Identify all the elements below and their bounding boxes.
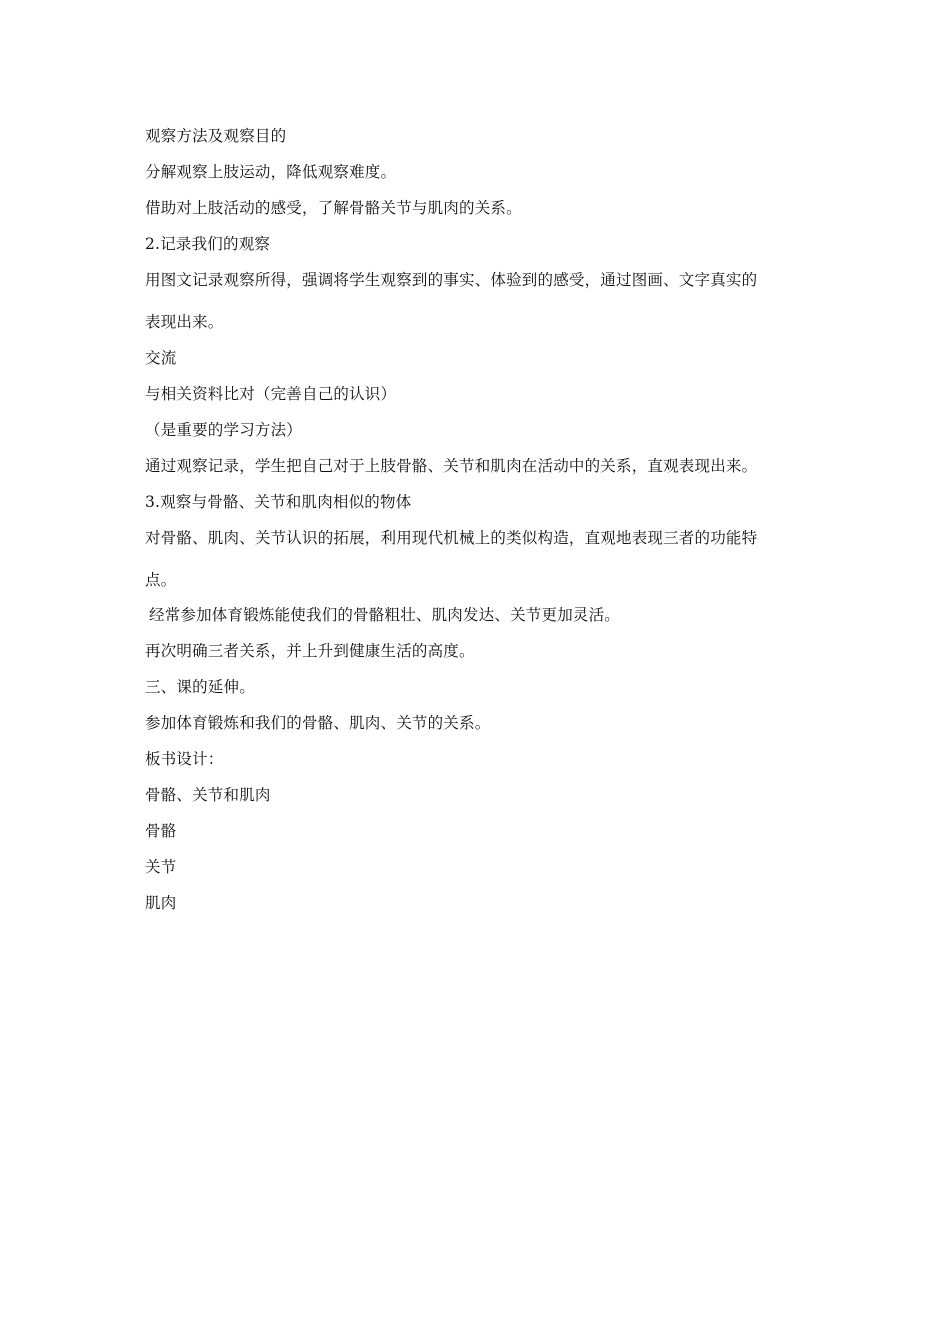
heading-board-design: 板书设计： — [145, 750, 224, 768]
paragraph-feel-upper-limb: 借助对上肢活动的感受，了解骨骼关节与肌肉的关系。 — [145, 199, 522, 217]
board-item-joints: 关节 — [145, 858, 177, 876]
board-title: 骨骼、关节和肌肉 — [145, 786, 271, 804]
paragraph-observation-method-title: 观察方法及观察目的 — [145, 127, 287, 145]
paragraph-exchange: 交流 — [145, 349, 177, 367]
paragraph-decompose-observation: 分解观察上肢运动，降低观察难度。 — [145, 163, 397, 181]
board-item-muscles: 肌肉 — [145, 894, 177, 912]
paragraph-record-text-line-2: 表现出来。 — [145, 313, 224, 331]
paragraph-healthy-living: 再次明确三者关系，并上升到健康生活的高度。 — [145, 642, 475, 660]
paragraph-extension-line-1: 对骨骼、肌肉、关节认识的拓展，利用现代机械上的类似构造，直观地表现三者的功能特 — [145, 529, 758, 547]
paragraph-exercise-benefits: 经常参加体育锻炼能使我们的骨骼粗壮、肌肉发达、关节更加灵活。 — [149, 606, 621, 624]
paragraph-important-method: （是重要的学习方法） — [145, 421, 303, 439]
paragraph-record-text-line-1: 用图文记录观察所得，强调将学生观察到的事实、体验到的感受，通过图画、文字真实的 — [145, 271, 758, 289]
paragraph-observation-record: 通过观察记录，学生把自己对于上肢骨骼、关节和肌肉在活动中的关系，直观表现出来。 — [145, 457, 758, 475]
paragraph-extension-line-2: 点。 — [145, 571, 177, 589]
paragraph-compare-materials: 与相关资料比对（完善自己的认识） — [145, 385, 397, 403]
heading-similar-objects: 3.观察与骨骼、关节和肌肉相似的物体 — [145, 493, 412, 511]
board-item-bones: 骨骼 — [145, 822, 177, 840]
paragraph-exercise-relation: 参加体育锻炼和我们的骨骼、肌肉、关节的关系。 — [145, 714, 491, 732]
heading-lesson-extension: 三、课的延伸。 — [145, 678, 255, 696]
heading-record-observation: 2.记录我们的观察 — [145, 235, 271, 253]
